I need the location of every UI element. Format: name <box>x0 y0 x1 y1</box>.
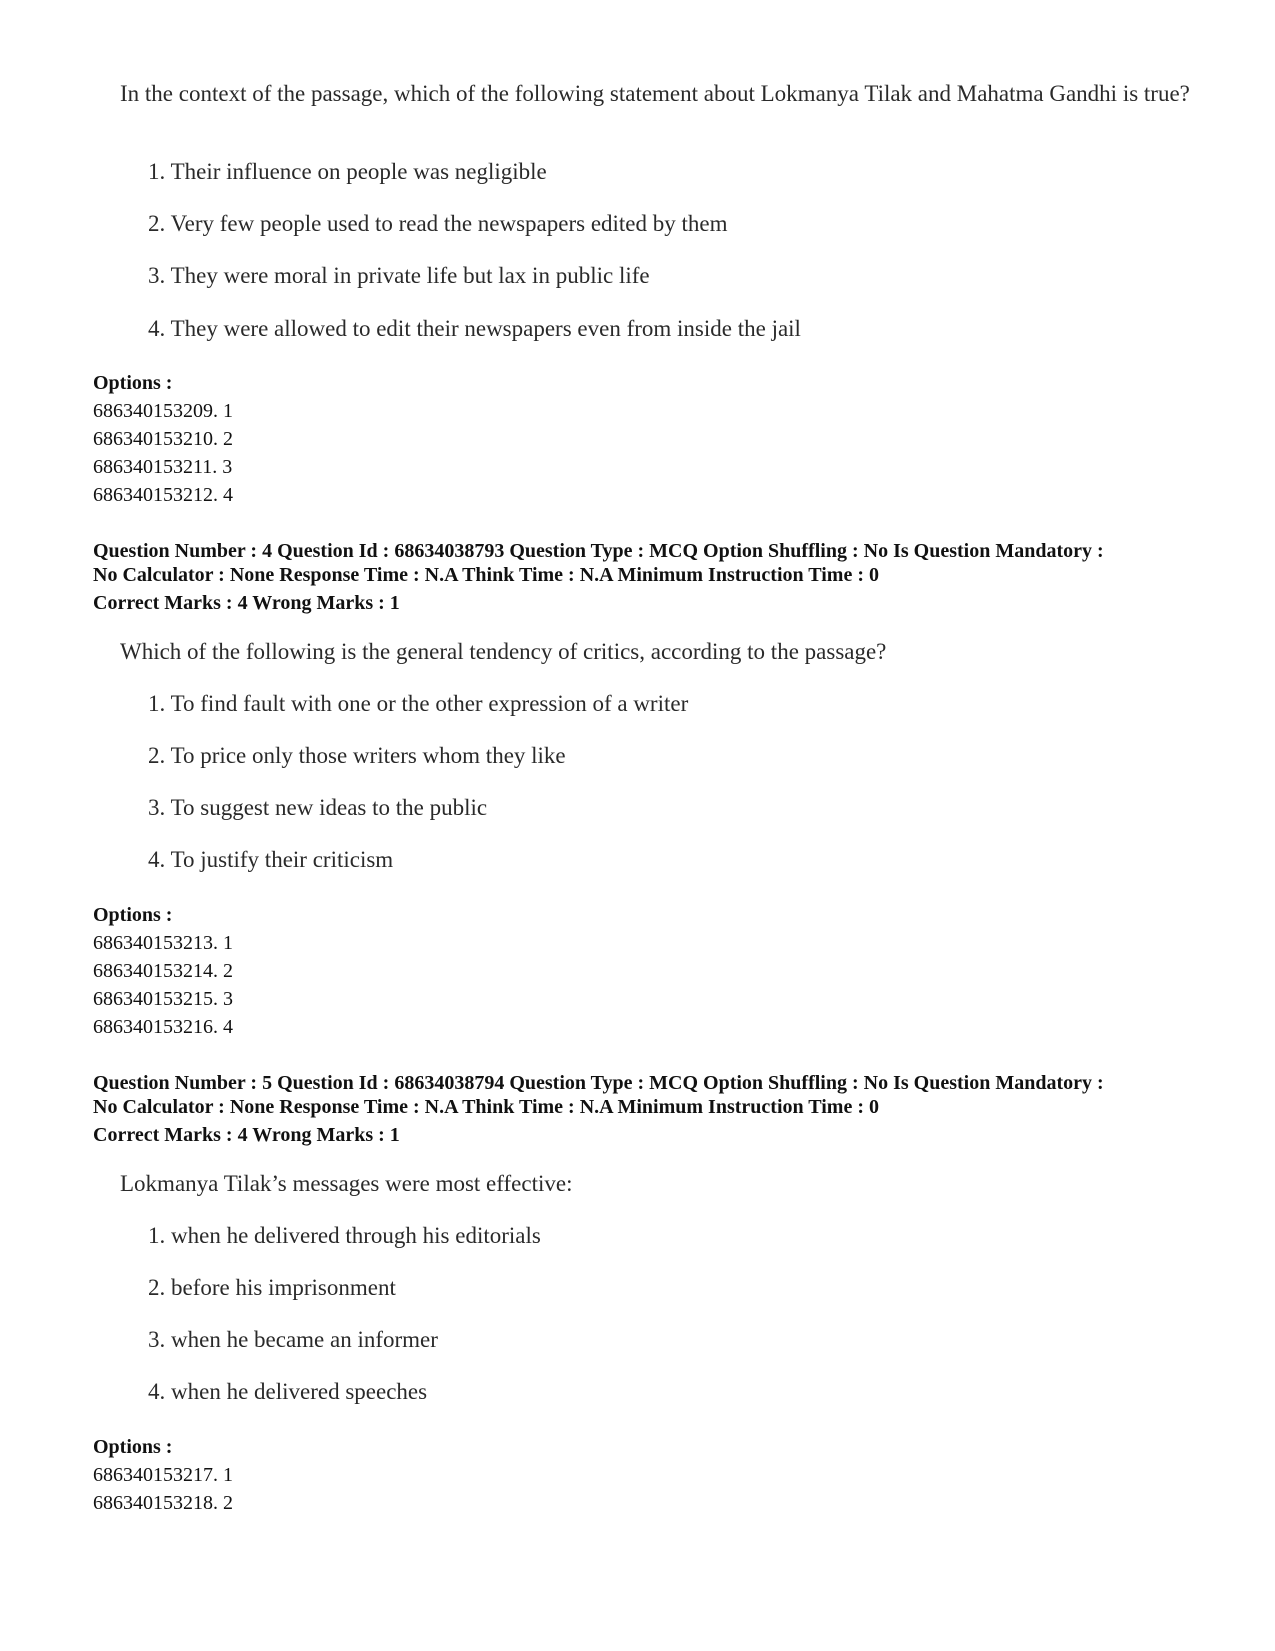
question-5-option-1: 686340153217. 1 <box>93 1464 233 1486</box>
question-4-meta <box>93 539 1203 615</box>
question-4-option-2: 686340153214. 2 <box>93 960 233 982</box>
question-3-option-4: 686340153212. 4 <box>93 484 233 506</box>
question-3-choice-4: 4. They were allowed to edit their newspapers even from inside the jail <box>148 316 801 341</box>
question-5-choice-2: 2. before his imprisonment <box>148 1275 396 1300</box>
question-4-choice-4: 4. To justify their criticism <box>148 847 394 872</box>
question-4-option-3: 686340153215. 3 <box>93 988 233 1010</box>
question-3-option-3: 686340153211. 3 <box>93 456 233 478</box>
question-3-choice-3: 3. They were moral in private life but lax in public life <box>148 263 650 288</box>
question-5-meta <box>93 1071 1203 1147</box>
question-3-text: In the context of the passage, which of the following statement about Lokmanya Tilak and Mahatma Gandhi is true? <box>120 81 1190 106</box>
question-5-options-label: Options : <box>93 1436 173 1458</box>
question-4-choice-2: 2. To price only those writers whom they like <box>148 743 566 768</box>
question-4-option-4: 686340153216. 4 <box>93 1016 233 1038</box>
question-5-text: Lokmanya Tilak’s messages were most effective: <box>120 1171 573 1196</box>
question-4-meta-line-1: Question Number : 4 Question Id : 68634038793 Question Type : MCQ Option Shuffling : No Is Question Mandatory : <box>93 540 1104 562</box>
question-3-options-label: Options : <box>93 372 173 394</box>
question-4-text: Which of the following is the general tendency of critics, according to the passage? <box>120 639 887 664</box>
question-5-option-2: 686340153218. 2 <box>93 1492 233 1514</box>
question-3-option-1: 686340153209. 1 <box>93 400 233 422</box>
question-5-marks: Correct Marks : 4 Wrong Marks : 1 <box>93 1124 400 1146</box>
question-5-meta-line-1: Question Number : 5 Question Id : 68634038794 Question Type : MCQ Option Shuffling : No Is Question Mandatory : <box>93 1072 1104 1094</box>
question-4-options-label: Options : <box>93 904 173 926</box>
question-4-choice-1: 1. To find fault with one or the other expression of a writer <box>148 691 689 716</box>
question-3-choice-1: 1. Their influence on people was negligible <box>148 159 547 184</box>
question-3-choice-2: 2. Very few people used to read the newspapers edited by them <box>148 211 728 236</box>
question-4-choice-3: 3. To suggest new ideas to the public <box>148 795 488 820</box>
question-5-meta-line-2: No Calculator : None Response Time : N.A Think Time : N.A Minimum Instruction Time : 0 <box>93 1096 879 1118</box>
question-5-choice-4: 4. when he delivered speeches <box>148 1379 428 1404</box>
question-4-marks: Correct Marks : 4 Wrong Marks : 1 <box>93 592 400 614</box>
question-3-option-2: 686340153210. 2 <box>93 428 233 450</box>
question-5-choice-1: 1. when he delivered through his editorials <box>148 1223 541 1248</box>
question-4-meta-line-2: No Calculator : None Response Time : N.A Think Time : N.A Minimum Instruction Time : 0 <box>93 564 879 586</box>
question-4-option-1: 686340153213. 1 <box>93 932 233 954</box>
question-5-choice-3: 3. when he became an informer <box>148 1327 438 1352</box>
